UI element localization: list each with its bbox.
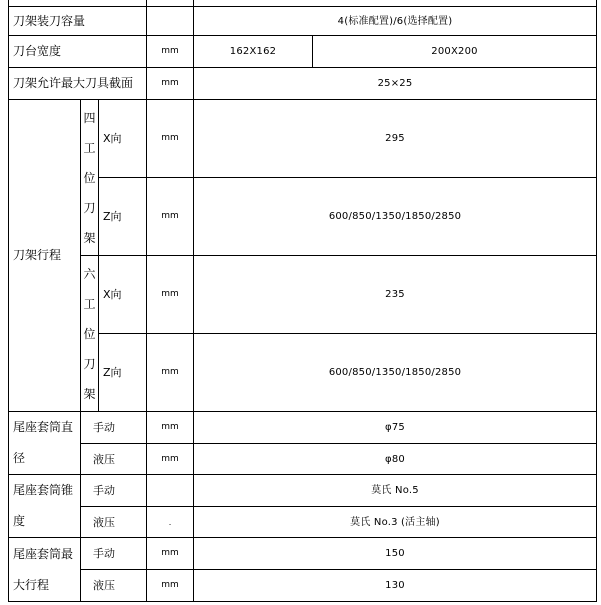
table-row-quill-travel-manual: [9, 538, 597, 570]
four-station-char: 刀: [83, 200, 96, 215]
quill-taper-hydraulic-mode: 液压: [81, 507, 147, 538]
turret-width-unit: mm: [147, 36, 194, 68]
table-row-tool-capacity: [9, 7, 597, 36]
six-z-value: 600/850/1350/1850/2850: [194, 334, 597, 412]
quill-taper-manual-mode: 手动: [81, 475, 147, 507]
six-station-char: 架: [83, 386, 96, 401]
four-station-char: 位: [83, 170, 96, 185]
turret-width-value-a: 162X162: [194, 36, 313, 68]
six-station-char: 工: [83, 296, 96, 311]
quill-taper-hydraulic-unit: .: [147, 507, 194, 538]
quill-travel-manual-mode: 手动: [81, 538, 147, 570]
six-station-char: 六: [83, 266, 96, 281]
table-row-turret-width: [9, 36, 597, 68]
six-x-unit: mm: [147, 256, 194, 334]
four-z-axis: Z向: [99, 178, 147, 256]
four-z-value: 600/850/1350/1850/2850: [194, 178, 597, 256]
quill-diameter-label: 尾座套筒直径: [9, 412, 81, 475]
four-station-char: 架: [83, 230, 96, 245]
quill-travel-label: 尾座套筒最大行程: [9, 538, 81, 602]
six-z-axis: Z向: [99, 334, 147, 412]
quill-travel-manual-unit: mm: [147, 538, 194, 570]
quill-travel-hydraulic-value: 130: [194, 570, 597, 602]
turret-width-value-b: 200X200: [313, 36, 597, 68]
four-x-unit: mm: [147, 100, 194, 178]
tool-capacity-label: 刀架装刀容量: [9, 7, 147, 36]
quill-diameter-manual-value: φ75: [194, 412, 597, 444]
six-station-vertical-label: [81, 256, 99, 412]
quill-diameter-manual-unit: mm: [147, 412, 194, 444]
turret-width-label: 刀台宽度: [9, 36, 147, 68]
six-x-value: 235: [194, 256, 597, 334]
table-row-quill-taper-hydraulic: [9, 507, 597, 538]
table-row-quill-taper-manual: [9, 475, 597, 507]
four-x-axis: X向: [99, 100, 147, 178]
quill-travel-hydraulic-mode: 液压: [81, 570, 147, 602]
quill-taper-hydraulic-value: 莫氏 No.3 (活主轴): [194, 507, 597, 538]
six-z-unit: mm: [147, 334, 194, 412]
quill-diameter-hydraulic-mode: 液压: [81, 444, 147, 475]
max-tool-section-value: 25×25: [194, 68, 597, 100]
quill-diameter-manual-mode: 手动: [81, 412, 147, 444]
max-tool-section-label: 刀架允许最大刀具截面: [9, 68, 147, 100]
four-station-char: 四: [83, 110, 96, 125]
quill-diameter-hydraulic-value: φ80: [194, 444, 597, 475]
quill-taper-manual-value: 莫氏 No.5: [194, 475, 597, 507]
spec-table: [8, 0, 597, 602]
four-station-char: 工: [83, 140, 96, 155]
quill-travel-hydraulic-unit: mm: [147, 570, 194, 602]
table-row-four-x: [9, 100, 597, 178]
table-row-quill-diameter-manual: [9, 412, 597, 444]
table-row-six-x: [9, 256, 597, 334]
quill-diameter-hydraulic-unit: mm: [147, 444, 194, 475]
six-x-axis: X向: [99, 256, 147, 334]
six-station-char: 刀: [83, 356, 96, 371]
table-row-quill-travel-hydraulic: [9, 570, 597, 602]
four-z-unit: mm: [147, 178, 194, 256]
tool-capacity-value: 4(标准配置)/6(选择配置): [194, 7, 597, 36]
quill-taper-label: 尾座套筒锥度: [9, 475, 81, 538]
six-station-char: 位: [83, 326, 96, 341]
four-x-value: 295: [194, 100, 597, 178]
quill-taper-manual-unit: [147, 475, 194, 507]
table-row-quill-diameter-hydraulic: [9, 444, 597, 475]
tool-capacity-unit: [147, 7, 194, 36]
quill-travel-manual-value: 150: [194, 538, 597, 570]
max-tool-section-unit: mm: [147, 68, 194, 100]
turret-travel-label: 刀架行程: [9, 100, 81, 412]
table-row-max-tool-section: [9, 68, 597, 100]
four-station-vertical-label: [81, 100, 99, 256]
